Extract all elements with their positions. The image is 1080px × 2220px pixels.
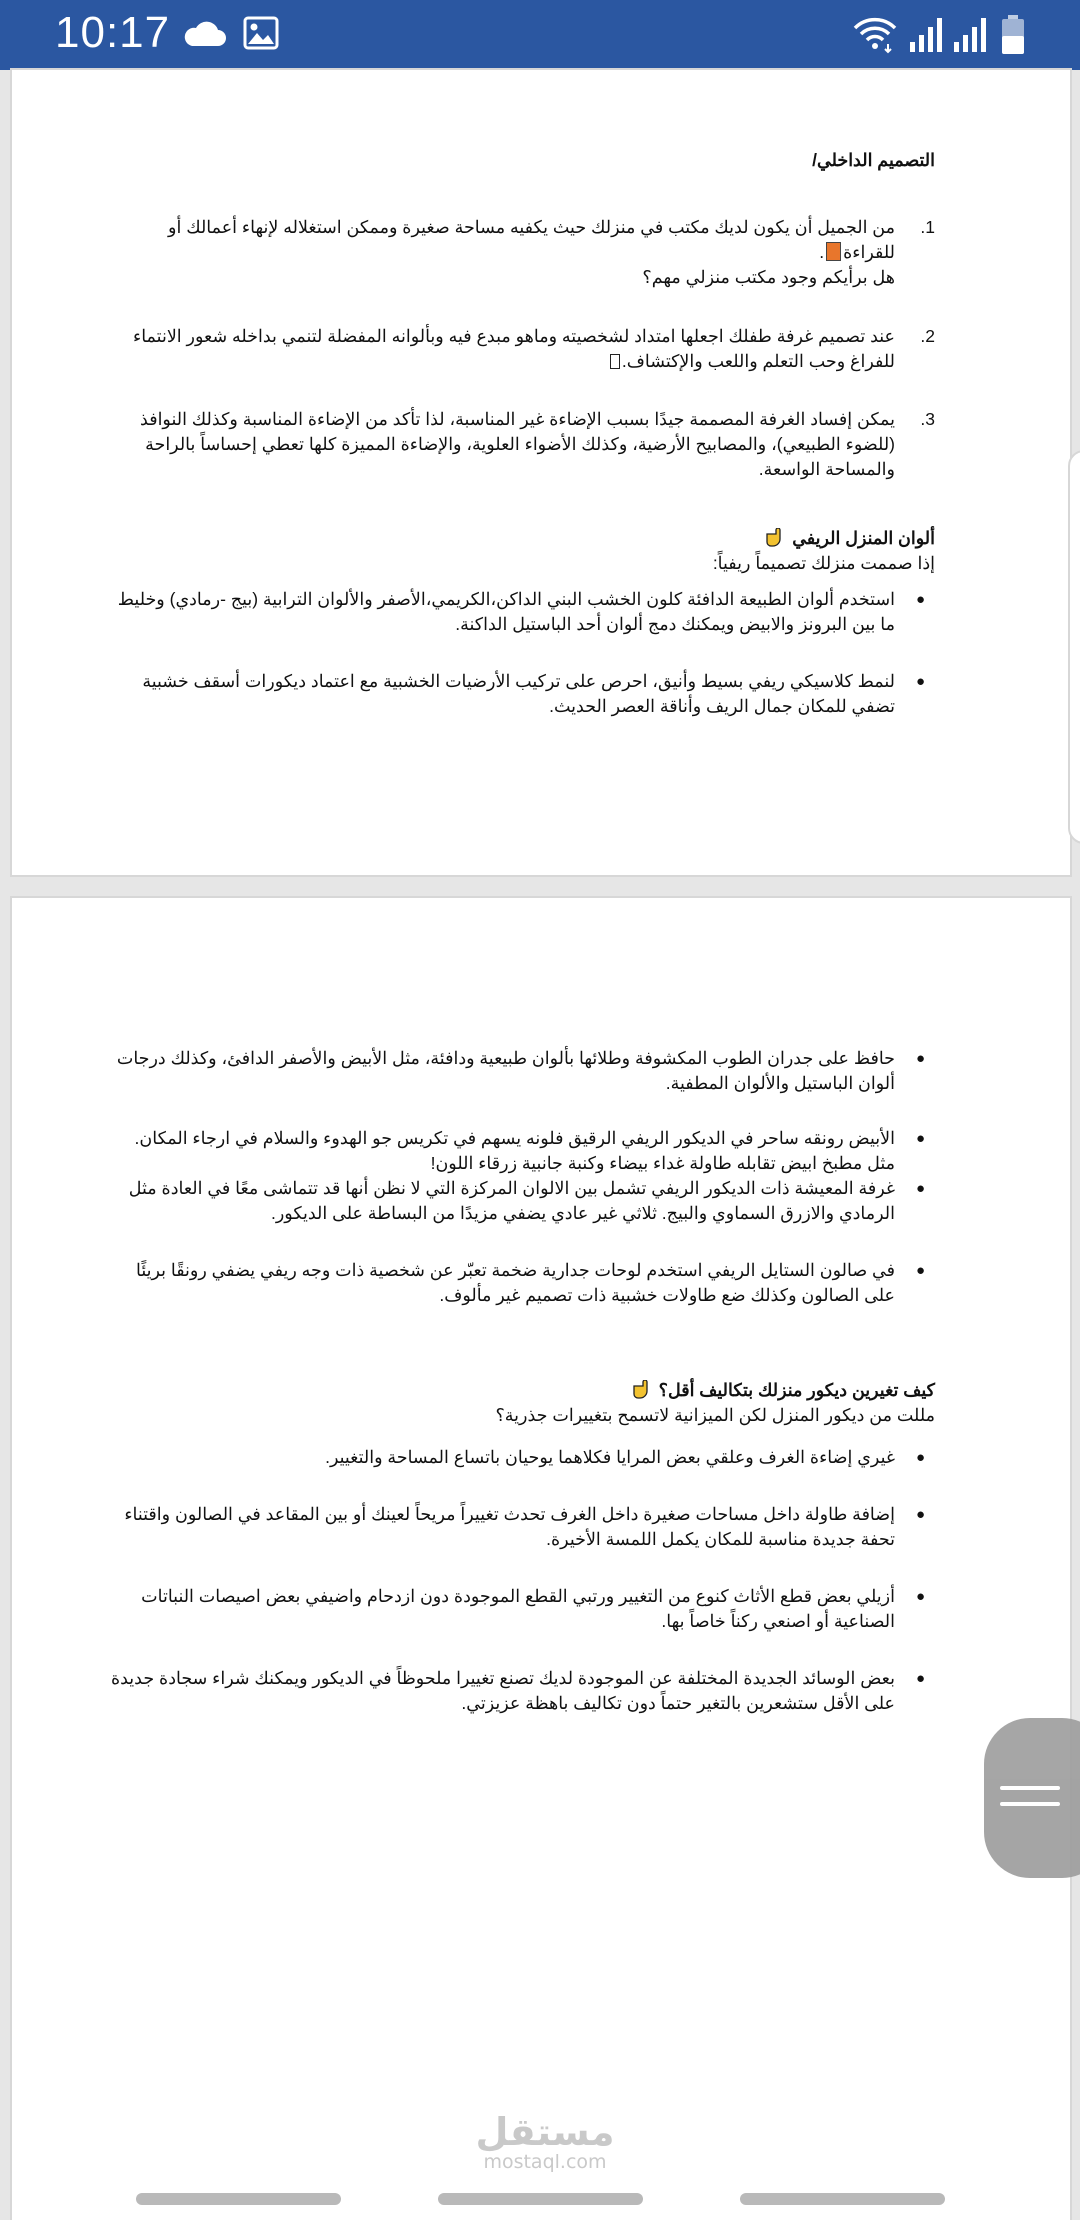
bullet-item [95, 1445, 935, 1470]
section-heading-text: ألوان المنزل الريفي [792, 528, 935, 548]
battery-icon [1000, 14, 1026, 56]
bullet-icon: ● [915, 1050, 925, 1067]
item-line-text: للفراغ وحب التعلم واللعب والإكتشاف. [621, 351, 895, 371]
image-icon [243, 16, 279, 50]
bullet-line: بعض الوسائد الجديدة المختلفة عن الموجودة لديك تصنع تغييرا ملحوظاً في الديكور ويمكنك شراء سجادة جديدة [110, 1668, 895, 1688]
item-number: .1 [920, 217, 935, 237]
bullet-line: ألوان الباستيل والألوان المطفية. [665, 1073, 895, 1093]
bullet-item [95, 1176, 935, 1226]
bullet-line: على الصالون وكذلك ضع طاولات خشبية ذات تصميم غير مألوف. [439, 1285, 895, 1305]
bullet-icon: ● [915, 591, 925, 608]
item-line: عند تصميم غرفة طفلك اجعلها امتداد لشخصيته وماهو مبدع فيه وبألوانه المفضلة لتنمي بداخله شعور الانتماء [132, 326, 895, 346]
page-indicator-pill [136, 2193, 341, 2205]
item-line: (للضوء الطبيعي)، والمصابيح الأرضية، وكذلك الأضواء العلوية، والإضاءة المميزة كلها تعطي إحساساً بالراحة [145, 434, 895, 454]
item-line-text: للقراءة [843, 242, 895, 262]
bullet-icon: ● [915, 673, 925, 690]
bullet-line: الرمادي والازرق السماوي والبيج. ثلاثي غير عادي يضفي مزيدًا من البساطة على الديكور. [270, 1203, 895, 1223]
status-bar [0, 0, 1080, 70]
bullet-item [95, 1584, 935, 1634]
orange-box-icon [826, 242, 841, 261]
bullet-icon: ● [915, 1449, 925, 1466]
bullet-icon: ● [915, 1262, 925, 1279]
bullet-line: ما بين البرونز والابيض ويمكنك دمج ألوان أحد الباستيل الداكنة. [455, 614, 895, 634]
cloud-icon [182, 20, 226, 48]
page-indicator-pill [438, 2193, 643, 2205]
item-line: هل برأيكم وجود مكتب منزلي مهم؟ [642, 267, 895, 287]
item-number: .3 [920, 409, 935, 429]
bullet-line: غيري إضاءة الغرف وعلقي بعض المرايا فكلاهما يوحيان باتساع المساحة والتغيير. [325, 1447, 895, 1467]
watermark [470, 2112, 620, 2172]
bullet-icon: ● [915, 1130, 925, 1147]
numbered-item [95, 215, 935, 290]
section-heading-text: كيف تغيرين ديكور منزلك بتكاليف أقل؟ [658, 1380, 935, 1400]
item-line: من الجميل أن يكون لديك مكتب في منزلك حيث يكفيه مساحة صغيرة وممكن استغلاله لإنهاء أعمالك أو [168, 217, 895, 237]
signal-icon [952, 16, 992, 54]
item-line [95, 349, 895, 374]
bullet-icon: ● [915, 1670, 925, 1687]
item-line: للقراءة. [819, 242, 895, 262]
bullet-icon: ● [915, 1588, 925, 1605]
bullet-line: الصناعية أو اصنعي ركناً خاصاً بها. [661, 1611, 895, 1631]
bullet-item [95, 1666, 935, 1716]
item-line: والمساحة الواسعة. [758, 459, 895, 479]
pointing-hand-icon [765, 528, 783, 548]
section-heading [95, 526, 935, 551]
section-heading [95, 1378, 935, 1403]
bullet-line: حافظ على جدران الطوب المكشوفة وطلائها بألوان طبيعية ودافئة، مثل الأبيض والأصفر الدافئ، وكذلك درجات [116, 1048, 895, 1068]
bullet-item [95, 669, 935, 719]
item-line: يمكن إفساد الغرفة المصممة جيدًا بسبب الإضاءة غير المناسبة، لذا تأكد من الإضاءة المناسبة وكذلك النوافذ [140, 409, 895, 429]
missing-glyph-icon [610, 354, 620, 369]
bullet-line: على الأقل ستشعرين بالتغير حتماً دون تكاليف باهظة عزيزتي. [461, 1693, 895, 1713]
bullet-line: تضفي للمكان جمال الريف وأناقة العصر الحديث. [549, 696, 895, 716]
numbered-item [95, 407, 935, 482]
page1-content [95, 148, 935, 719]
handle-grip-line [1000, 1786, 1060, 1790]
watermark-arabic: مستقل [475, 2110, 615, 2154]
bullet-line: تحفة جديدة مناسبة للمكان يكمل اللمسة الأخيرة. [546, 1529, 895, 1549]
bullet-line: لنمط كلاسيكي ريفي بسيط وأنيق، احرص على تركيب الأرضيات الخشبية مع اعتماد ديكورات أسقف خشبية [142, 671, 895, 691]
status-time: 10:17 [55, 8, 171, 57]
bullet-line: الأبيض رونقه ساحر في الديكور الريفي الرقيق فلونه يسهم في تكريس جو الهدوء والسلام في ارجاء المكان. [134, 1128, 895, 1148]
document-page-2 [12, 898, 1070, 2220]
bullet-item [95, 1046, 935, 1096]
watermark-latin: mostaql.com [483, 2151, 607, 2173]
bullet-icon: ● [915, 1180, 925, 1197]
pointing-hand-icon [632, 1380, 650, 1400]
signal-icon [908, 16, 948, 54]
bullet-item [95, 587, 935, 637]
wifi-icon [852, 14, 898, 54]
bullet-item [95, 1258, 935, 1308]
bullet-icon: ● [915, 1506, 925, 1523]
bullet-line: استخدم ألوان الطبيعة الدافئة كلون الخشب البني الداكن،الكريمي،الأصفر والألوان الترابية (بيج -رمادي) وخليط [117, 589, 895, 609]
bullet-line: في صالون الستايل الريفي استخدم لوحات جدارية ضخمة تعبّر عن شخصية ذات وجه ريفي يضفي رونقًا بريئًا [135, 1260, 895, 1280]
bullet-item [95, 1502, 935, 1552]
bullet-line: أزيلي بعض قطع الأثاث كنوع من التغيير ورتبي القطع الموجودة دون ازدحام واضيفي بعض اصيصات النباتات [141, 1586, 895, 1606]
page-indicator-pill [740, 2193, 945, 2205]
bullet-line: إضافة طاولة داخل مساحات صغيرة داخل الغرف تحدث تغييراً مريحاً لعينك أو بين المقاعد في الصالون واقتناء [124, 1504, 895, 1524]
edge-tab [1068, 450, 1080, 844]
item-number: .2 [920, 326, 935, 346]
section-intro: إذا صممت منزلك تصميماً ريفياً: [712, 553, 935, 573]
handle-grip-line [1000, 1802, 1060, 1806]
bullet-line: غرفة المعيشة ذات الديكور الريفي تشمل بين الالوان المركزة التي لا نظن أنها قد تتماشى معًا في العادة مثل [128, 1178, 895, 1198]
bullet-item [95, 1126, 935, 1176]
bullet-line: مثل مطبخ ابيض تقابله طاولة غداء بيضاء وكنبة جانبية زرقاء اللون! [430, 1153, 895, 1173]
document-page-1 [12, 70, 1070, 875]
section-intro: مللت من ديكور المنزل لكن الميزانية لاتسمح بتغييرات جذرية؟ [495, 1405, 935, 1425]
numbered-item [95, 324, 935, 374]
fast-scroll-handle[interactable] [984, 1718, 1080, 1878]
section-heading: التصميم الداخلي/ [812, 150, 935, 170]
page2-content [95, 1046, 935, 1716]
